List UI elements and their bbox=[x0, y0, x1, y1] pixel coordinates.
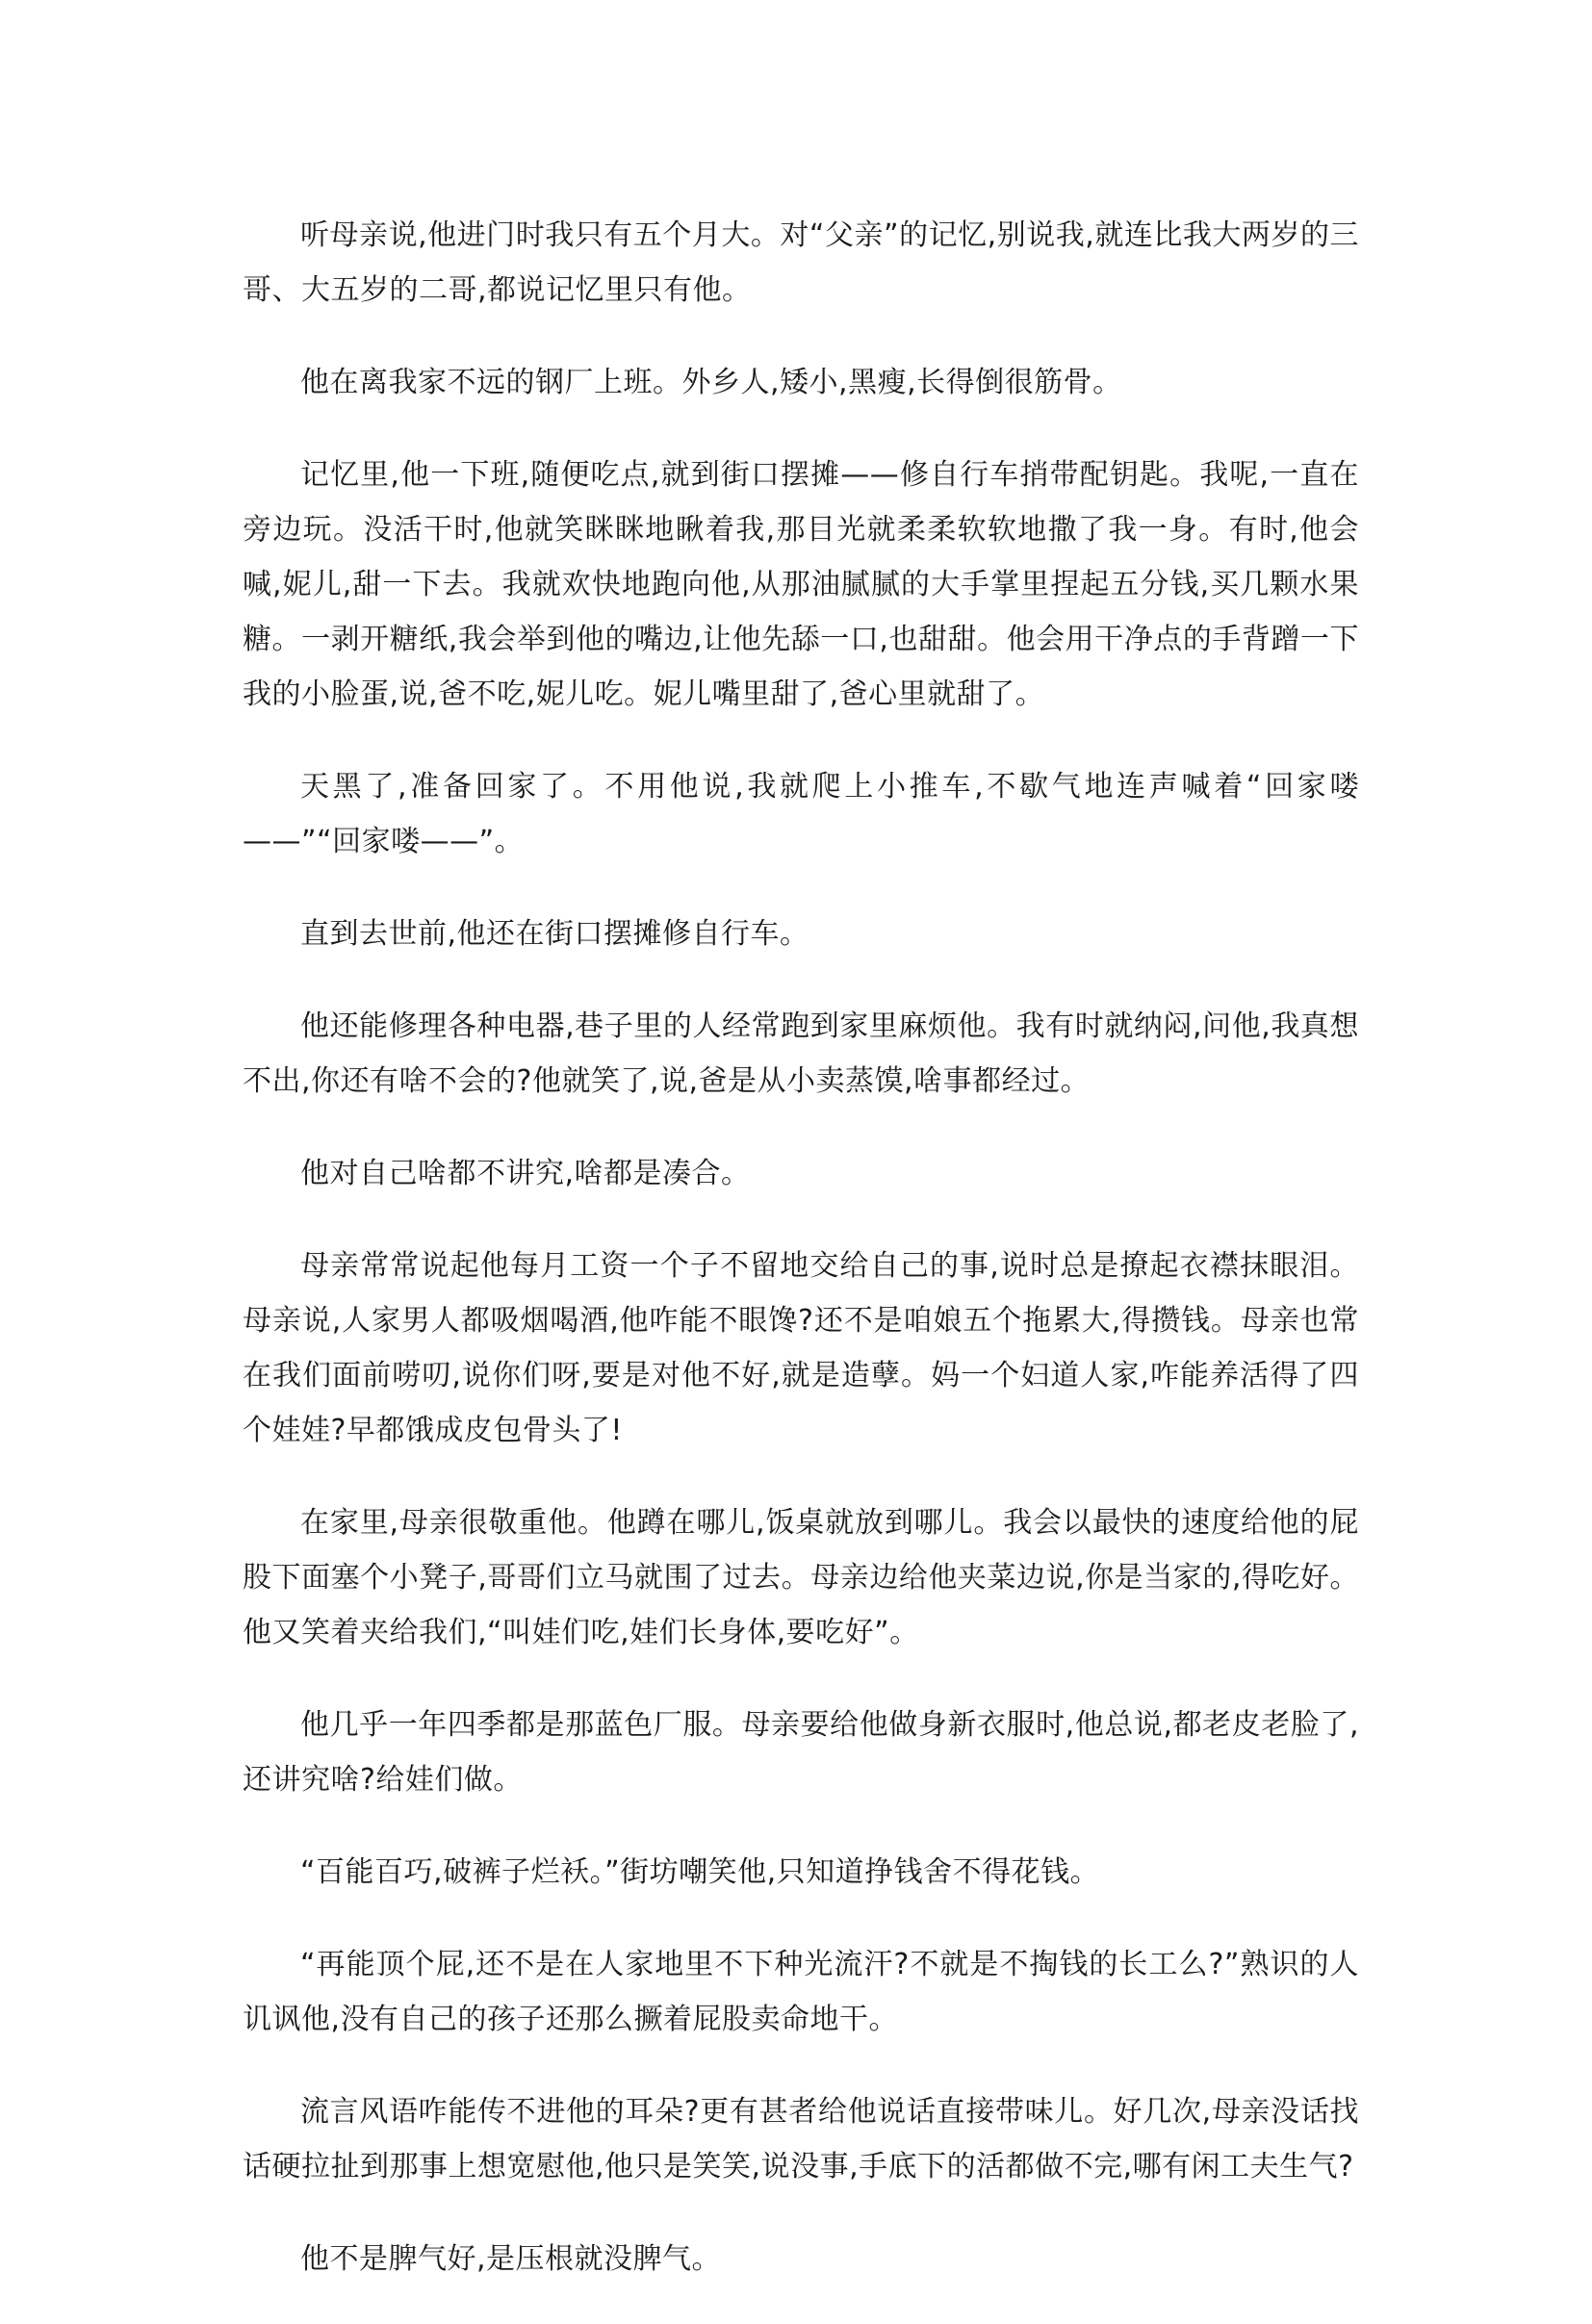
article-body bbox=[243, 208, 1359, 2324]
paragraph-13: 流言风语咋能传不进他的耳朵?更有甚者给他说话直接带味儿。好几次,母亲没话找话硬拉扯到那事上想宽慰他,他只是笑笑,说没事,手底下的活都做不完,哪有闲工夫生气? bbox=[243, 2095, 1359, 2184]
paragraph-6: 他还能修理各种电器,巷子里的人经常跑到家里麻烦他。我有时就纳闷,问他,我真想不出,你还有啥不会的?他就笑了,说,爸是从小卖蒸馍,啥事都经过。 bbox=[243, 1009, 1359, 1098]
paragraph-10: 他几乎一年四季都是那蓝色厂服。母亲要给他做身新衣服时,他总说,都老皮老脸了,还讲究啥?给娃们做。 bbox=[243, 1708, 1359, 1797]
paragraph-5: 直到去世前,他还在街口摆摊修自行车。 bbox=[300, 917, 809, 951]
paragraph-1: 听母亲说,他进门时我只有五个月大。对“父亲”的记忆,别说我,就连比我大两岁的三哥、大五岁的二哥,都说记忆里只有他。 bbox=[243, 218, 1359, 307]
paragraph-4: 天黑了,准备回家了。不用他说,我就爬上小推车,不歇气地连声喊着“回家喽——”“回家喽——”。 bbox=[243, 770, 1359, 858]
paragraph-8: 母亲常常说起他每月工资一个子不留地交给自己的事,说时总是撩起衣襟抹眼泪。母亲说,人家男人都吸烟喝酒,他咋能不眼馋?还不是咱娘五个拖累大,得攒钱。母亲也常在我们面前唠叨,说你们呀,要是对他不好,就是造孽。妈一个妇道人家,咋能养活得了四个娃娃?早都饿成皮包骨头了! bbox=[243, 1249, 1359, 1447]
paragraph-3: 记忆里,他一下班,随便吃点,就到街口摆摊——修自行车捎带配钥匙。我呢,一直在旁边玩。没活干时,他就笑眯眯地瞅着我,那目光就柔柔软软地撒了我一身。有时,他会喊,妮儿,甜一下去。我就欢快地跑向他,从那油腻腻的大手掌里捏起五分钱,买几颗水果糖。一剥开糖纸,我会举到他的嘴边,让他先舔一口,也甜甜。他会用干净点的手背蹭一下我的小脸蛋,说,爸不吃,妮儿吃。妮儿嘴里甜了,爸心里就甜了。 bbox=[243, 458, 1359, 711]
paragraph-9: 在家里,母亲很敬重他。他蹲在哪儿,饭桌就放到哪儿。我会以最快的速度给他的屁股下面塞个小凳子,哥哥们立马就围了过去。母亲边给他夹菜边说,你是当家的,得吃好。他又笑着夹给我们,“叫娃们吃,娃们长身体,要吃好”。 bbox=[243, 1506, 1359, 1649]
paragraph-11: “百能百巧,破裤子烂袄。”街坊嘲笑他,只知道挣钱舍不得花钱。 bbox=[300, 1855, 1100, 1889]
paragraph-14: 他不是脾气好,是压根就没脾气。 bbox=[300, 2242, 722, 2276]
paragraph-2: 他在离我家不远的钢厂上班。外乡人,矮小,黑瘦,长得倒很筋骨。 bbox=[300, 366, 1122, 399]
paragraph-12: “再能顶个屁,还不是在人家地里不下种光流汗?不就是不掏钱的长工么?”熟识的人讥讽他,没有自己的孩子还那么撅着屁股卖命地干。 bbox=[243, 1948, 1359, 2036]
paragraph-7: 他对自己啥都不讲究,啥都是凑合。 bbox=[300, 1157, 751, 1190]
